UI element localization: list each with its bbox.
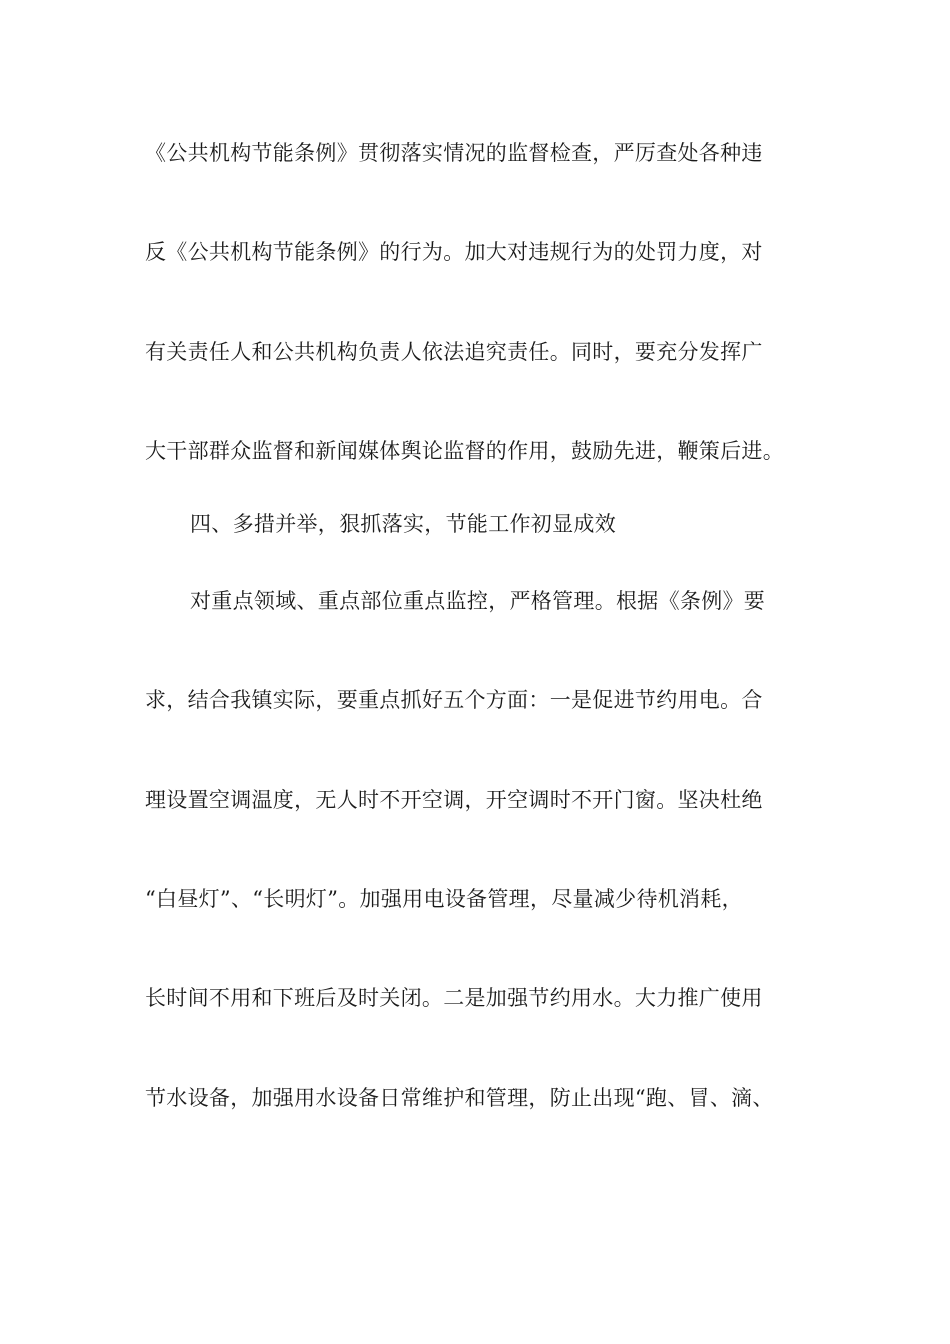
body-text-line: 大干部群众监督和新闻媒体舆论监督的作用，鼓励先进，鞭策后进。	[145, 439, 784, 463]
body-text-line: 求，结合我镇实际，要重点抓好五个方面：一是促进节约用电。合	[145, 688, 763, 712]
body-text-line: 有关责任人和公共机构负责人依法追究责任。同时，要充分发挥广	[145, 340, 763, 364]
body-text-line: 节水设备，加强用水设备日常维护和管理，防止出现“跑、冒、滴、	[145, 1086, 774, 1110]
body-text-line: 反《公共机构节能条例》的行为。加大对违规行为的处罚力度，对	[145, 240, 763, 264]
section-heading: 四、多措并举，狠抓落实，节能工作初显成效	[190, 512, 616, 536]
body-text-line: 长时间不用和下班后及时关闭。二是加强节约用水。大力推广使用	[145, 986, 763, 1010]
paragraph-first-line: 对重点领域、重点部位重点监控，严格管理。根据《条例》要	[190, 589, 766, 613]
body-text-line: “白昼灯”、“长明灯”。加强用电设备管理，尽量减少待机消耗，	[145, 887, 743, 911]
body-text-line: 《公共机构节能条例》贯彻落实情况的监督检查，严厉查处各种违	[145, 141, 763, 165]
body-text-line: 理设置空调温度，无人时不开空调，开空调时不开门窗。坚决杜绝	[145, 788, 763, 812]
